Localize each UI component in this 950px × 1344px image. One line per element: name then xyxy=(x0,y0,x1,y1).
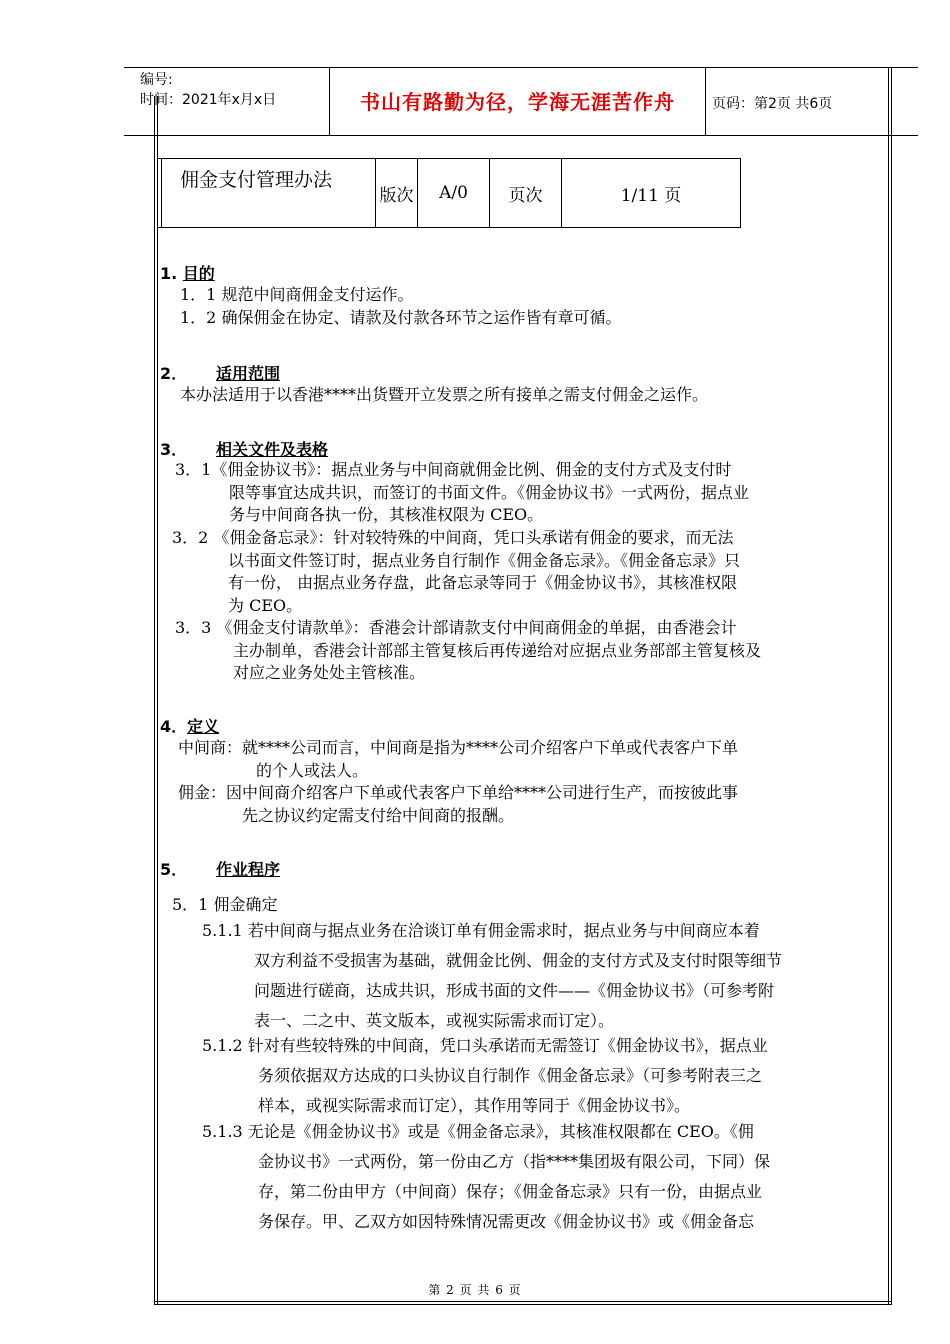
frame-left-rule xyxy=(154,96,155,1304)
frame-right-rule xyxy=(888,67,889,1304)
version-value: A/0 xyxy=(417,159,489,227)
doc-title: 佣金支付管理办法 xyxy=(180,169,333,191)
frame-bottom-rule xyxy=(154,1301,892,1302)
item-3-2-line: 3．2 《佣金备忘录》：针对较特殊的中间商，凭口头承诺有佣金的要求，而无法 xyxy=(172,528,734,547)
frame-right-rule-2 xyxy=(891,67,892,1304)
page-label: 页次 xyxy=(489,159,561,227)
item-3-1-line: 务与中间商各执一份，其核准权限为 CEO。 xyxy=(229,505,544,524)
item-5-1-1-line: 问题进行磋商，达成共识，形成书面的文件——《佣金协议书》（可参考附 xyxy=(254,981,775,1000)
item-5-1-3-line: 5.1.3 无论是《佣金协议书》或是《佣金备忘录》，其核准权限都在 CEO。《佣 xyxy=(202,1122,754,1141)
item-3-3-line: 主办制单，香港会计部部主管复核后再传递给对应据点业务部部主管复核及 xyxy=(233,640,762,660)
item-5-1-1 xyxy=(202,916,782,1036)
item-5-1-1-line: 表一、二之中、英文版本，或视实际需求而订定）。 xyxy=(254,1011,615,1030)
subsection-5-1: 5．1 佣金确定 xyxy=(172,895,278,914)
header-divider-2 xyxy=(705,67,706,136)
page-footer: 第 2 页 共 6 页 xyxy=(428,1283,522,1297)
definition-intermediary xyxy=(178,737,738,782)
section-2-title: 适用范围 xyxy=(216,364,281,383)
header-page-info: 页码：第2页 共6页 xyxy=(712,96,833,112)
section-4-heading xyxy=(160,714,219,737)
item-5-1-3-line: 存，第二份由甲方（中间商）保存；《佣金备忘录》只有一份，由据点业 xyxy=(258,1182,763,1201)
item-3-1-line: 3．1《佣金协议书》：据点业务与中间商就佣金比例、佣金的支付方式及支付时 xyxy=(175,460,732,479)
item-3-2 xyxy=(172,527,740,617)
item-3-2-line: 为 CEO。 xyxy=(228,595,303,615)
section-1-number: 1. xyxy=(160,264,183,283)
section-5-title: 作业程序 xyxy=(216,860,281,879)
header-bottom-rule xyxy=(124,135,918,136)
item-3-3-line: 3．3 《佣金支付请款单》：香港会计部请款支付中间商佣金的单据，由香港会计 xyxy=(175,618,737,637)
section-3-heading xyxy=(160,437,328,460)
header-motto: 书山有路勤为径，学海无涯苦作舟 xyxy=(360,90,675,114)
version-label: 版次 xyxy=(375,159,417,227)
table-inner-rule xyxy=(161,159,162,227)
section-2-body: 本办法适用于以香港****出货暨开立发票之所有接单之需支付佣金之运作。 xyxy=(180,385,709,404)
definition-line: 的个人或法人。 xyxy=(256,760,369,780)
section-1-title: 目的 xyxy=(182,264,215,283)
item-5-1-2-line: 5.1.2 针对有些较特殊的中间商，凭口头承诺而无需签订《佣金协议书》，据点业 xyxy=(202,1036,768,1055)
item-5-1-1-line: 5.1.1 若中间商与据点业务在洽谈订单有佣金需求时，据点业务与中间商应本着 xyxy=(202,921,760,940)
item-5-1-2-line: 样本，或视实际需求而订定），其作用等同于《佣金协议书》。 xyxy=(258,1096,691,1115)
section-3-number: 3． xyxy=(160,440,188,459)
item-1-2: 1．2 确保佣金在协定、请款及付款各环节之运作皆有章可循。 xyxy=(180,307,622,327)
item-5-1-3-line: 金协议书》一式两份，第一份由乙方（指****集团圾有限公司，下同）保 xyxy=(258,1152,771,1171)
definition-line: 先之协议约定需支付给中间商的报酬。 xyxy=(242,805,515,825)
section-2-heading xyxy=(160,361,280,384)
item-5-1-2-line: 务须依据双方达成的口头协议自行制作《佣金备忘录》（可参考附表三之 xyxy=(258,1066,763,1085)
page-value: 1/11 页 xyxy=(561,159,740,227)
section-1-body xyxy=(180,284,621,329)
header-meta xyxy=(140,70,276,110)
item-1-1: 1．1 规范中间商佣金支付运作。 xyxy=(180,285,414,304)
definition-line: 佣金：因中间商介绍客户下单或代表客户下单给****公司进行生产，而按彼此事 xyxy=(178,783,739,802)
section-4-number: 4． xyxy=(160,717,188,736)
section-1-heading xyxy=(160,261,215,284)
item-3-2-line: 有一份， 由据点业务存盘，此备忘录等同于《佣金协议书》，其核准权限 xyxy=(228,573,738,592)
item-3-3 xyxy=(175,617,761,685)
header-top-rule xyxy=(124,67,918,68)
item-3-1 xyxy=(175,459,749,527)
frame-bottom-rule-2 xyxy=(154,1304,892,1305)
time-label: 时间：2021年x月x日 xyxy=(140,92,277,108)
section-3-title: 相关文件及表格 xyxy=(216,440,329,459)
definition-line: 中间商：就****公司而言，中间商是指为****公司介绍客户下单或代表客户下单 xyxy=(178,738,739,757)
section-5-number: 5． xyxy=(160,860,188,879)
frame-left-rule-2 xyxy=(157,96,158,1304)
item-5-1-1-line: 双方利益不受损害为基础，就佣金比例、佣金的支付方式及支付时限等细节 xyxy=(254,951,783,970)
item-3-2-line: 以书面文件签订时，据点业务自行制作《佣金备忘录》。《佣金备忘录》只 xyxy=(228,550,741,570)
section-5-heading xyxy=(160,857,280,880)
item-5-1-3 xyxy=(202,1117,770,1237)
item-5-1-3-line: 务保存。甲、乙双方如因特殊情况需更改《佣金协议书》或《佣金备忘 xyxy=(258,1212,755,1231)
section-2-number: 2． xyxy=(160,364,188,383)
item-3-3-line: 对应之业务处处主管核准。 xyxy=(233,663,426,682)
definition-commission xyxy=(178,782,738,827)
section-4-title: 定义 xyxy=(187,717,220,736)
doc-info-table xyxy=(157,158,741,228)
item-3-1-line: 限等事宜达成共识，而签订的书面文件。《佣金协议书》一式两份，据点业 xyxy=(229,482,750,502)
number-label: 编号: xyxy=(140,72,173,88)
item-5-1-2 xyxy=(202,1031,768,1121)
